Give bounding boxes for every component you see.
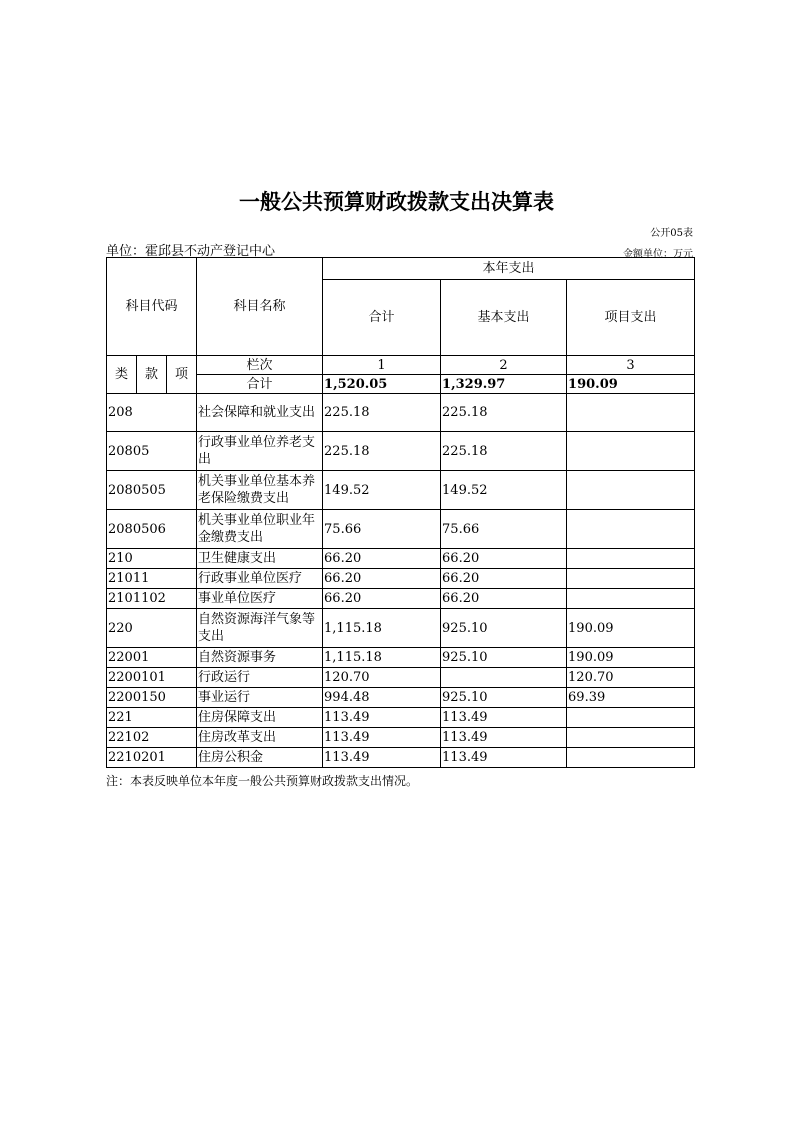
header-code: 科目代码 [107,258,197,356]
row-basic: 113.49 [441,728,567,748]
table-row [107,471,695,510]
row-code: 21011 [107,569,197,589]
row-code: 20805 [107,432,197,471]
row-total: 1,115.18 [323,609,441,648]
row-project [567,589,695,609]
table-row [107,728,695,748]
header-total: 合计 [323,280,441,356]
header-kuan: 款 [137,356,167,394]
row-basic: 66.20 [441,569,567,589]
row-code: 2210201 [107,748,197,768]
row-total: 66.20 [323,589,441,609]
table-row [107,688,695,708]
totals-label: 合计 [197,375,323,394]
row-code: 22102 [107,728,197,748]
row-name: 住房改革支出 [197,728,323,748]
row-total: 149.52 [323,471,441,510]
header-group: 本年支出 [323,258,695,280]
table-row [107,510,695,549]
totals-basic: 1,329.97 [441,375,567,394]
row-name: 卫生健康支出 [197,549,323,569]
expenditure-table [106,257,695,768]
row-total: 113.49 [323,708,441,728]
row-name: 行政运行 [197,668,323,688]
row-project: 190.09 [567,609,695,648]
row-basic: 225.18 [441,394,567,432]
col-number-1: 1 [323,356,441,375]
row-name: 住房公积金 [197,748,323,768]
row-total: 113.49 [323,728,441,748]
table-row [107,748,695,768]
row-code: 2101102 [107,589,197,609]
table-row [107,708,695,728]
row-name: 住房保障支出 [197,708,323,728]
row-basic: 113.49 [441,708,567,728]
row-basic: 225.18 [441,432,567,471]
row-project [567,748,695,768]
row-code: 220 [107,609,197,648]
table-row [107,609,695,648]
row-basic [441,668,567,688]
row-code: 2200101 [107,668,197,688]
page-title: 一般公共预算财政拨款支出决算表 [239,190,554,214]
col-number-2: 2 [441,356,567,375]
row-total: 225.18 [323,394,441,432]
row-name: 机关事业单位基本养老保险缴费支出 [197,471,323,510]
row-project [567,432,695,471]
header-xiang: 项 [167,356,197,394]
table-row [107,648,695,668]
row-basic: 925.10 [441,609,567,648]
header-lei: 类 [107,356,137,394]
row-project [567,549,695,569]
row-basic: 66.20 [441,589,567,609]
row-project [567,728,695,748]
row-code: 2080506 [107,510,197,549]
totals-project: 190.09 [567,375,695,394]
row-project: 190.09 [567,648,695,668]
table-row [107,432,695,471]
row-total: 66.20 [323,569,441,589]
row-code: 2080505 [107,471,197,510]
row-code: 2200150 [107,688,197,708]
form-number: 公开05表 [650,228,693,239]
row-basic: 925.10 [441,648,567,668]
row-project [567,708,695,728]
amount-unit: 金额单位：万元 [623,249,693,260]
row-total: 225.18 [323,432,441,471]
row-project [567,510,695,549]
header-basic: 基本支出 [441,280,567,356]
header-project: 项目支出 [567,280,695,356]
table-row [107,394,695,432]
row-total: 66.20 [323,549,441,569]
row-name: 事业运行 [197,688,323,708]
row-basic: 66.20 [441,549,567,569]
footnote: 注：本表反映单位本年度一般公共预算财政拨款支出情况。 [106,774,419,788]
row-name: 社会保障和就业支出 [197,394,323,432]
row-name: 自然资源海洋气象等支出 [197,609,323,648]
row-project: 120.70 [567,668,695,688]
header-lanci: 栏次 [197,356,323,375]
header-name: 科目名称 [197,258,323,356]
row-total: 75.66 [323,510,441,549]
row-basic: 925.10 [441,688,567,708]
row-total: 994.48 [323,688,441,708]
row-total: 113.49 [323,748,441,768]
row-name: 机关事业单位职业年金缴费支出 [197,510,323,549]
row-basic: 75.66 [441,510,567,549]
row-basic: 113.49 [441,748,567,768]
row-project [567,394,695,432]
row-name: 自然资源事务 [197,648,323,668]
row-code: 208 [107,394,197,432]
totals-total: 1,520.05 [323,375,441,394]
row-project [567,569,695,589]
row-name: 行政事业单位养老支出 [197,432,323,471]
row-code: 210 [107,549,197,569]
row-total: 120.70 [323,668,441,688]
row-name: 行政事业单位医疗 [197,569,323,589]
table-row [107,589,695,609]
row-name: 事业单位医疗 [197,589,323,609]
row-total: 1,115.18 [323,648,441,668]
unit-name: 单位：霍邱县不动产登记中心 [106,244,276,259]
row-code: 221 [107,708,197,728]
row-code: 22001 [107,648,197,668]
table-row [107,549,695,569]
row-project: 69.39 [567,688,695,708]
row-basic: 149.52 [441,471,567,510]
row-project [567,471,695,510]
col-number-3: 3 [567,356,695,375]
table-row [107,569,695,589]
table-row [107,668,695,688]
